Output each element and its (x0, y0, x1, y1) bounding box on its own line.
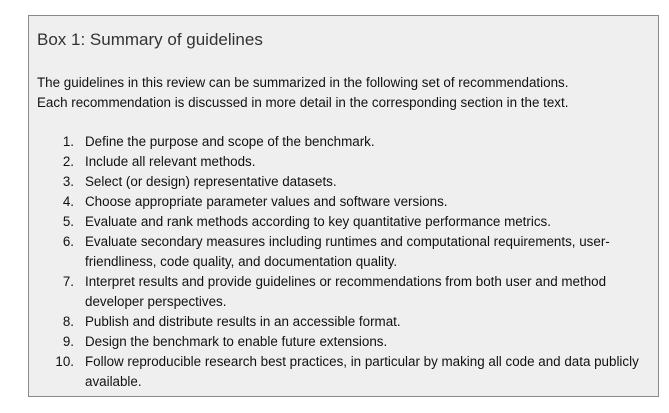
item-text: Select (or design) representative datasets. (85, 174, 337, 189)
recommendation-item (49, 152, 649, 172)
item-number: 2. (62, 154, 74, 169)
item-text: Follow reproducible research best practices, in particular by making all code and data publicly available. (85, 354, 639, 389)
recommendation-item (49, 232, 649, 272)
box-title: Box 1: Summary of guidelines (37, 30, 263, 49)
item-text: Include all relevant methods. (85, 154, 256, 169)
item-number: 8. (62, 314, 74, 329)
recommendation-item (49, 192, 649, 212)
recommendations-list (49, 132, 649, 392)
recommendation-item (49, 352, 649, 392)
guidelines-box (28, 15, 659, 397)
item-number: 4. (62, 194, 74, 209)
recommendation-item (49, 312, 649, 332)
item-number: 5. (62, 214, 74, 229)
item-text: Interpret results and provide guidelines or recommendations from both user and method developer perspectives. (85, 274, 607, 309)
intro-line: Each recommendation is discussed in more detail in the corresponding section in the text. (37, 95, 569, 110)
item-text: Evaluate and rank methods according to key quantitative performance metrics. (85, 214, 551, 229)
item-text: Design the benchmark to enable future extensions. (85, 334, 388, 349)
intro-line: The guidelines in this review can be summarized in the following set of recommendations. (37, 75, 569, 90)
item-number: 3. (62, 174, 74, 189)
item-text: Define the purpose and scope of the benchmark. (85, 134, 375, 149)
item-number: 7. (62, 274, 74, 289)
item-text: Choose appropriate parameter values and software versions. (85, 194, 448, 209)
item-number: 9. (62, 334, 74, 349)
recommendation-item (49, 212, 649, 232)
recommendation-item (49, 132, 649, 152)
intro-paragraph (37, 73, 647, 113)
recommendation-item (49, 332, 649, 352)
recommendation-item (49, 172, 649, 192)
item-number: 1. (62, 134, 74, 149)
recommendation-item (49, 272, 649, 312)
item-text: Publish and distribute results in an accessible format. (85, 314, 401, 329)
item-number: 10. (55, 354, 74, 369)
item-text: Evaluate secondary measures including runtimes and computational requirements, user-friendliness, code quality, and documentation quality. (85, 234, 610, 269)
item-number: 6. (62, 234, 74, 249)
